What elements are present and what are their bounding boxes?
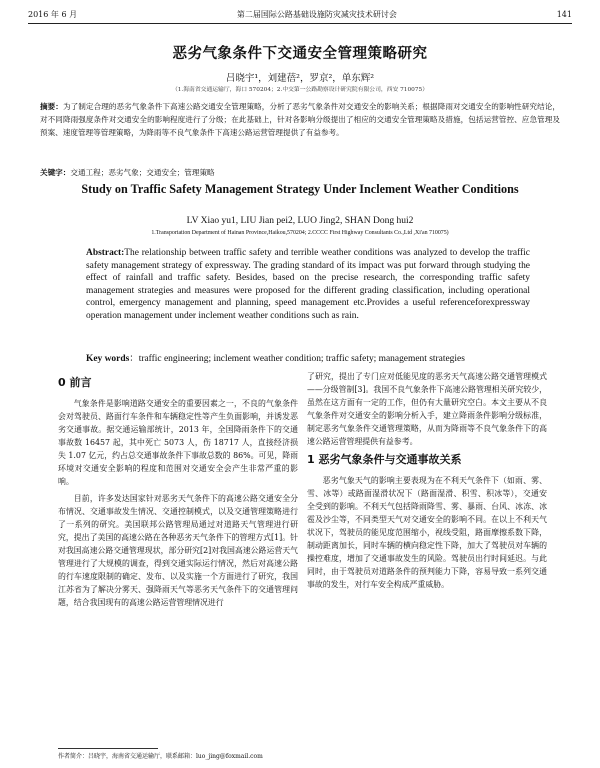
header-rule bbox=[28, 23, 572, 24]
keywords-en-label: Key words bbox=[86, 354, 130, 364]
section-heading-1: 1 恶劣气象条件与交通事故关系 bbox=[307, 453, 462, 466]
abstract-en bbox=[86, 247, 530, 323]
keywords-zh-label: 关键字： bbox=[40, 168, 71, 177]
keywords-zh bbox=[40, 167, 560, 178]
paper-affiliation: （1.海南省交通运输厅，海口 570204；2.中交第一公路勘察设计研究院有限公司，西安 710075） bbox=[171, 87, 429, 93]
footnote: 作者简介：吕晓宇，海南省交通运输厅，联系邮箱：luo_jing@foxmail.com bbox=[58, 753, 263, 760]
intro-paragraph-2: 目前，许多发达国家针对恶劣天气条件下的高速公路交通安全分布情况、交通事故发生情况、交通控制模式，以及交通管理策略进行了一系列的研究。美国联邦公路管理局通过对道路天气管理进行研究，提出了美国的高速公路在各种恶劣天气条件下的管理方式[1]。针对我国高速公路交通管理现状，部分研究[2]对我国高速公路运营天气管理进行了大规模的调查，得到交通实际运行情况，然后对高速公路的行车速度限制的确定、发布、以及实施一个方面进行了研究，我国江苏省为了解决分雾天、强降雨天气等恶劣天气条件下的交通管理问题，结合我国现有的高速公路运营管理情况进行 bbox=[58, 494, 299, 607]
paper-title-en: Study on Traffic Safety Management Strategy Under Inclement Weather Conditions bbox=[81, 182, 519, 196]
page-header bbox=[28, 6, 572, 22]
right-column bbox=[307, 370, 547, 595]
keywords-en bbox=[86, 350, 530, 364]
abstract-en-label: Abstract: bbox=[86, 248, 125, 258]
abstract-zh-label: 摘要： bbox=[40, 102, 63, 111]
abstract-en-text: The relationship between traffic safety and terrible weather conditions was analyzed to develop the traffic safety management strategy of expressway. The grading standard of its impact was put forward through studying the effect of rainfall and traffic safety. Besides, based on the precise research, the corresponding traffic safety management strategies and measures were proposed for the different grading classification, including operational control, emergency management and planning, speed management etc.Provides a useful referenceforexpressway operation management under inclement weather conditions such as rain. bbox=[86, 248, 530, 321]
header-page-number: 141 bbox=[556, 9, 572, 19]
paper-title: 恶劣气象条件下交通安全管理策略研究 bbox=[172, 46, 428, 62]
section-heading-intro: 0 前言 bbox=[58, 376, 92, 389]
footnote-rule bbox=[58, 748, 158, 749]
keywords-en-text: ：traffic engineering; inclement weather condition; traffic safety; management strategies bbox=[129, 354, 465, 364]
header-date: 2016 年 6 月 bbox=[28, 9, 78, 19]
section1-paragraph-1: 恶劣气象天气的影响主要表现为在不利天气条件下（如雨、雾、雪、冰等）或路面湿滑状况下（路面湿滑、积雪、积冰等），交通安全受到的影响。不利天气包括降雨降雪、雾、暴雨、台风、冰冻、冰雹及沙尘等，不同类型天气对交通安全的影响不同。在以上不利天气状况下，驾驶员的能见度范围缩小，视线受阻，路面摩擦系数下降，制动距离加长，同时车辆的横向稳定性下降，加大了驾驶员对车辆的操控难度，增加了交通事故发生的风险。驾驶员出行时间延迟。与此同时，由于驾驶员对道路条件的预判能力下降，容易导致一系列交通事故的发生，对行车安全构成严重威胁。 bbox=[307, 476, 547, 589]
intro-paragraph-1: 气象条件是影响道路交通安全的重要因素之一，不良的气象条件会对驾驶员、路面行车条件和车辆稳定性等产生负面影响，并诱发恶劣交通事故。据交通运输部统计，2013 年，全国降雨条件下的交通事故数 16457 起，其中死亡 5073 人，伤 18717 人，直接经济损失 1.07 亿元，约占总交通事故条件下事故总数的 86%。可见，降雨环境对交通安全影响的程度和范围对交通安全会产生非常严重的影响。 bbox=[58, 399, 298, 486]
left-column bbox=[58, 375, 298, 613]
paper-authors-en: LV Xiao yu1, LIU Jian pei2, LUO Jing2, SHAN Dong hui2 bbox=[186, 216, 414, 226]
abstract-zh-text: 为了制定合理的恶劣气象条件下高速公路交通安全管理策略，分析了恶劣气象条件对交通安全的影响关系；根据降雨对交通安全的影响性研究结论，对不同降雨强度条件对交通安全的影响程度进行了分级；在此基础上，针对各影响分级提出了相应的交通安全管理策略及措施，包括运营管控、应急管理及预案、速度管理等管理策略，为降雨等不良气象条件下高速公路运营管理提供了有益参考。 bbox=[40, 102, 561, 137]
paper-affiliation-en: 1.Transportation Department of Hainan Province,Haikou,570204; 2.CCCC First Highway Consultants Co.,Ltd ,Xi'an 710075) bbox=[151, 230, 449, 236]
paper-authors: 吕晓宇¹，刘建蓓²，罗京²，单东辉² bbox=[225, 73, 375, 84]
abstract-zh bbox=[40, 100, 560, 139]
header-conference: 第二届国际公路基础设施防灾减灾技术研讨会 bbox=[236, 9, 397, 19]
intro-paragraph-continued: 了研究，提出了专门应对低能见度的恶劣天气高速公路交通管理模式——分级管制[3]。我国不良气象条件下高速公路管理相关研究较少，虽然在这方面有一定的工作，但仍有大量研究空白。本文主要从不良气象条件对交通安全的影响分析入手，建立降雨条件影响分级标准，制定恶劣气象条件交通管理策略，从而为降雨等不良气象条件下的高速公路运营管理提供有益参考。 bbox=[307, 372, 548, 446]
keywords-zh-text: 交通工程；恶劣气象；交通安全；管理策略 bbox=[70, 168, 215, 177]
